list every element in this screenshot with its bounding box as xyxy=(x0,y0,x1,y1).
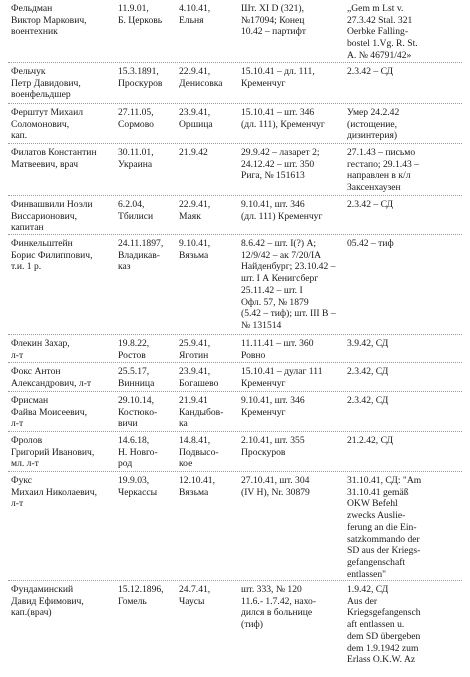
capture-cell: 22.9.41, Маяк xyxy=(179,199,211,222)
birth-cell: 19.9.03, Черкассы xyxy=(118,475,158,498)
table-row xyxy=(0,581,470,677)
name-rank-cell: Ферштут Михаил Соломонович, кап. xyxy=(11,107,83,142)
name-rank-cell: Флекин Захар, л-т xyxy=(11,338,70,361)
name-rank-cell: Фукс Михаил Николаевич, л-т xyxy=(11,475,98,510)
name-rank-cell: Фрисман Файва Моисеевич, л-т xyxy=(11,395,88,430)
birth-cell: 15.3.1891, Проскуров xyxy=(118,66,163,89)
fate-cell: 2.3.42 – СД xyxy=(347,199,394,210)
name-rank-cell: Фролов Григорий Иванович, мл. л-т xyxy=(11,435,95,470)
birth-cell: 30.11.01, Украина xyxy=(118,147,154,170)
table-row xyxy=(0,335,470,363)
fate-cell: „Gem m Lst v. 27.3.42 Stal. 321 Oerbke Falling- bostel 1.Vg. R. St. A. № 46791/42» xyxy=(347,3,418,61)
capture-cell: 21.9.41 Кандыбов- ка xyxy=(179,395,224,430)
name-rank-cell: Фундаминский Давид Ефимович, кап.(врач) xyxy=(11,584,84,619)
name-rank-cell: Фокс Антон Александрович, л-т xyxy=(11,366,92,389)
name-rank-cell: Финкельштейн Борис Филиппович, т.и. 1 р. xyxy=(11,238,93,273)
table-row xyxy=(0,63,470,104)
capture-cell: 4.10.41, Ельня xyxy=(179,3,211,26)
capture-cell: 24.7.41, Чаусы xyxy=(179,584,211,607)
camp-cell: 29.9.42 – лазарет 2; 24.12.42 – шт. 350 Рига, № 151613 xyxy=(241,147,320,182)
capture-cell: 12.10.41, Вязьма xyxy=(179,475,215,498)
camp-cell: 8.6.42 – шт. I(?) А; 12/9/42 – ак 7/20/IA Найденбург; 23.10.42 – шт. I А Кенигсберг 25.11.42 – шт. I Офл. 57, № 1879 (5.42 – тиф); шт. III B – № 131514 xyxy=(241,238,336,331)
fate-cell: 31.10.41, СД: "Am 31.10.41 gemäß OKW Befehl zwecks Auslie- ferung an die Ein- satzkommando der SD aus der Kriegs- gefangenschaft entlassen" xyxy=(347,475,422,580)
camp-cell: шт. 333, № 120 11.6.- 1.7.42, нахо- дился в больнице (тиф) xyxy=(241,584,317,631)
capture-cell: 9.10.41, Вязьма xyxy=(179,238,211,261)
birth-cell: 15.12.1896, Гомель xyxy=(118,584,164,607)
birth-cell: 14.6.18, Н. Новго- род xyxy=(118,435,158,470)
table-row xyxy=(0,392,470,432)
name-rank-cell: Филатов Константин Матвеевич, врач xyxy=(11,147,97,170)
capture-cell: 25.9.41, Яготин xyxy=(179,338,211,361)
fate-cell: 2.3.42, СД xyxy=(347,366,389,377)
fate-cell: Умер 24.2.42 (истощение, дизинтерия) xyxy=(347,107,400,142)
camp-cell: 15.10.41 – дл. 111, Кременчуг xyxy=(241,66,315,89)
camp-cell: 9.10.41, шт. 346 Кременчуг xyxy=(241,395,305,418)
camp-cell: 9.10.41, шт. 346 (дл. 111) Кременчуг xyxy=(241,199,323,222)
fate-cell: 05.42 – тиф xyxy=(347,238,394,249)
camp-cell: 2.10.41, шт. 355 Проскуров xyxy=(241,435,305,458)
fate-cell: 3.9.42, СД xyxy=(347,338,389,349)
birth-cell: 19.8.22, Ростов xyxy=(118,338,150,361)
capture-cell: 23.9.41, Оршица xyxy=(179,107,213,130)
camp-cell: 27.10.41, шт. 304 (IV H), Nr. 30879 xyxy=(241,475,310,498)
table-row xyxy=(0,432,470,472)
birth-cell: 27.11.05, Сормово xyxy=(118,107,154,130)
birth-cell: 29.10.14, Костюкo- вичи xyxy=(118,395,158,430)
birth-cell: 6.2.04, Тбилиси xyxy=(118,199,154,222)
fate-cell: 21.2.42, СД xyxy=(347,435,394,446)
birth-cell: 25.5.17, Винница xyxy=(118,366,155,389)
birth-cell: 11.9.01, Б. Церковь xyxy=(118,3,163,26)
table-row xyxy=(0,363,470,392)
capture-cell: 22.9.41, Денисовка xyxy=(179,66,223,89)
name-rank-cell: Фельдман Виктор Маркович, воентехник xyxy=(11,3,87,38)
table-row xyxy=(0,104,470,144)
table-row xyxy=(0,0,470,63)
table-row xyxy=(0,235,470,335)
camp-cell: 15.10.41 – дулаг 111 Кременчуг xyxy=(241,366,323,389)
capture-cell: 23.9.41, Богашево xyxy=(179,366,219,389)
capture-cell: 21.9.42 xyxy=(179,147,208,158)
fate-cell: 2.3.42 – СД xyxy=(347,66,394,77)
table-row xyxy=(0,196,470,235)
camp-cell: 15.10.41 – шт. 346 (дл. 111), Кременчуг xyxy=(241,107,325,130)
fate-cell: 2.3.42, СД xyxy=(347,395,389,406)
table-row xyxy=(0,472,470,581)
name-rank-cell: Фельчук Петр Давидович, военфельдшер xyxy=(11,66,81,101)
camp-cell: 11.11.41 – шт. 360 Ровно xyxy=(241,338,314,361)
capture-cell: 14.8.41, Подвысо- кое xyxy=(179,435,219,470)
table-row xyxy=(0,144,470,196)
fate-cell: 27.1.43 – письмо гестапо; 29.1.43 – направлен в к/л Заксенхаузен xyxy=(347,147,419,194)
fate-cell: 1.9.42, СД Aus der Kriegsgefangensch aft entlassen u. dem SD übergeben dem 1.9.1942 zum Erlass O.K.W. Az xyxy=(347,584,421,666)
camp-cell: Шт. XI D (321), №17094; Конец 10.42 – партифт xyxy=(241,3,306,38)
name-rank-cell: Финвашвили Ноэли Виссарионович, капитан xyxy=(11,199,93,234)
birth-cell: 24.11.1897, Владикав- каз xyxy=(118,238,164,273)
